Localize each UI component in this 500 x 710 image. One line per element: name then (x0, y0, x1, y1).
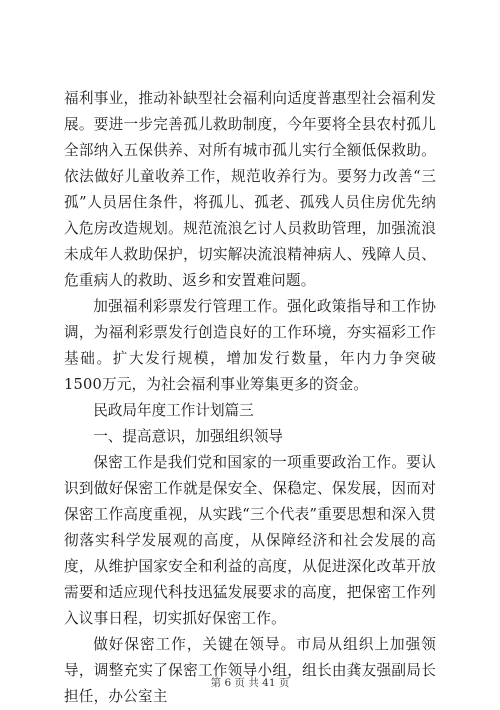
paragraph-leadership: 做好保密工作，关键在领导。市局从组织上加强领导，调整充实了保密工作领导小组，组长由龚友强副局长担任，办公室主 (64, 636, 436, 705)
paragraph-welfare-continuation: 福利事业，推动补缺型社会福利向适度普惠型社会福利发展。要进一步完善孤儿救助制度，今年要将全县农村孤儿全部纳入五保供养、对所有城市孤儿实行全额低保救助。依法做好儿童收养工作，规范收养行为。要努力改善“三孤”人员居住条件，将孤儿、孤老、孤残人员住房优先纳入危房改造规划。规范流浪乞讨人员救助管理，加强流浪未成年人救助保护，切实解决流浪精神病人、残障人员、危重病人的救助、返乡和安置难问题。 (64, 90, 436, 289)
document-body (64, 86, 436, 710)
page-number-footer: 第 6 页 共 41 页 (210, 677, 290, 689)
paragraph-confidentiality-importance: 保密工作是我们党和国家的一项重要政治工作。要认识到做好保密工作就是保安全、保稳定、保发展，因而对保密工作高度重视，从实践“三个代表”重要思想和深入贯彻落实科学发展观的高度，从保障经济和社会发展的高度，从维护国家安全和利益的高度，从促进深化改革开放需要和适应现代科技迅猛发展要求的高度，把保密工作列入议事日程，切实抓好保密工作。 (64, 454, 436, 627)
subsection-heading: 一、提高意识，加强组织领导 (93, 428, 283, 445)
paragraph-lottery-management: 加强福利彩票发行管理工作。强化政策指导和工作协调，为福利彩票发行创造良好的工作环境，夯实福彩工作基础。扩大发行规模，增加发行数量，年内力争突破1500万元，为社会福利事业筹集更多的资金。 (64, 298, 436, 393)
section-title: 民政局年度工作计划篇三 (93, 402, 254, 419)
